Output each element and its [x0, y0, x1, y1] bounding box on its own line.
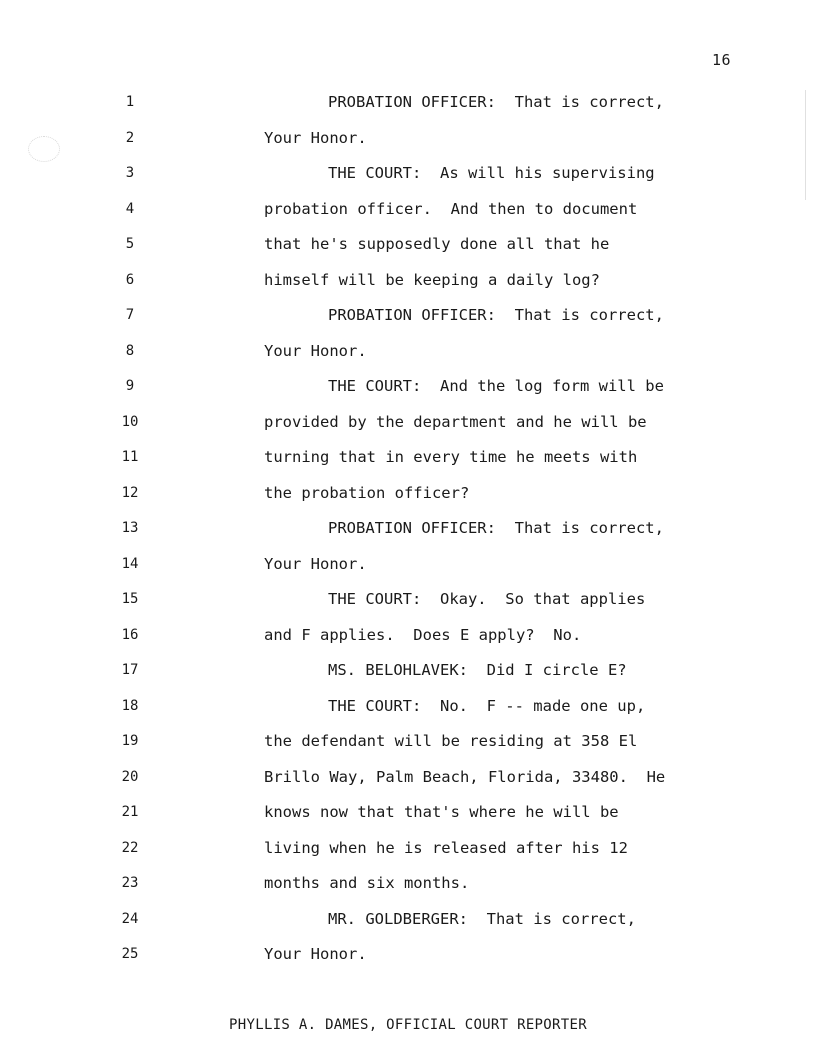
transcript-line: Your Honor.	[264, 945, 367, 963]
margin-rule	[805, 90, 806, 200]
line-number: 10	[121, 413, 139, 430]
transcript-line: Your Honor.	[264, 128, 367, 147]
line-number: 16	[121, 626, 139, 643]
transcript-body	[264, 92, 764, 980]
transcript-line: PROBATION OFFICER: That is correct,	[328, 306, 664, 324]
line-number: 20	[121, 768, 139, 785]
line-number: 6	[125, 271, 135, 288]
transcript-line: PROBATION OFFICER: That is correct,	[328, 93, 664, 111]
transcript-line: PROBATION OFFICER: That is correct,	[328, 519, 664, 537]
line-number: 11	[121, 449, 139, 465]
line-number: 25	[121, 946, 139, 962]
line-number: 5	[125, 236, 135, 252]
line-number: 2	[125, 129, 135, 146]
line-number-column	[110, 92, 150, 980]
line-number: 7	[125, 307, 135, 323]
line-number: 12	[121, 484, 139, 501]
line-number: 23	[121, 875, 139, 891]
transcript-line: that he's supposedly done all that he	[264, 235, 610, 253]
line-number: 4	[125, 200, 135, 217]
transcript-line: THE COURT: As will his supervising	[328, 164, 655, 182]
transcript-line: the defendant will be residing at 358 El	[264, 732, 638, 750]
transcript-line: the probation officer?	[264, 483, 470, 502]
line-number: 24	[121, 910, 139, 927]
transcript-line: Your Honor.	[264, 554, 367, 573]
line-number: 15	[121, 591, 139, 607]
line-number: 17	[121, 662, 139, 678]
line-number: 9	[125, 378, 135, 394]
line-number: 22	[121, 839, 139, 856]
court-reporter-footer: PHYLLIS A. DAMES, OFFICIAL COURT REPORTER	[229, 1017, 587, 1033]
transcript-line: Your Honor.	[264, 341, 367, 360]
line-number: 13	[121, 520, 139, 536]
transcript-line: Brillo Way, Palm Beach, Florida, 33480. He	[264, 767, 666, 786]
transcript-line: provided by the department and he will be	[264, 412, 647, 431]
line-number: 3	[125, 165, 135, 181]
transcript-line: knows now that that's where he will be	[264, 803, 619, 821]
line-number: 14	[121, 555, 139, 572]
transcript-line: MR. GOLDBERGER: That is correct,	[328, 909, 636, 928]
page-number: 16	[712, 51, 732, 69]
line-number: 19	[121, 733, 139, 749]
line-number: 8	[125, 342, 135, 359]
faint-seal-mark	[28, 136, 60, 162]
transcript-line: turning that in every time he meets with	[264, 448, 638, 466]
line-number: 1	[125, 94, 135, 110]
transcript-line: and F applies. Does E apply? No.	[264, 625, 582, 644]
transcript-line: THE COURT: And the log form will be	[328, 377, 664, 395]
transcript-line: MS. BELOHLAVEK: Did I circle E?	[328, 661, 627, 679]
transcript-line: THE COURT: No. F -- made one up,	[328, 696, 646, 715]
transcript-line: probation officer. And then to document	[264, 199, 638, 218]
line-number: 18	[121, 697, 139, 714]
line-number: 21	[121, 804, 139, 820]
transcript-line: THE COURT: Okay. So that applies	[328, 590, 646, 608]
transcript-line: months and six months.	[264, 874, 470, 892]
transcript-line: living when he is released after his 12	[264, 838, 628, 857]
transcript-line: himself will be keeping a daily log?	[264, 270, 600, 289]
